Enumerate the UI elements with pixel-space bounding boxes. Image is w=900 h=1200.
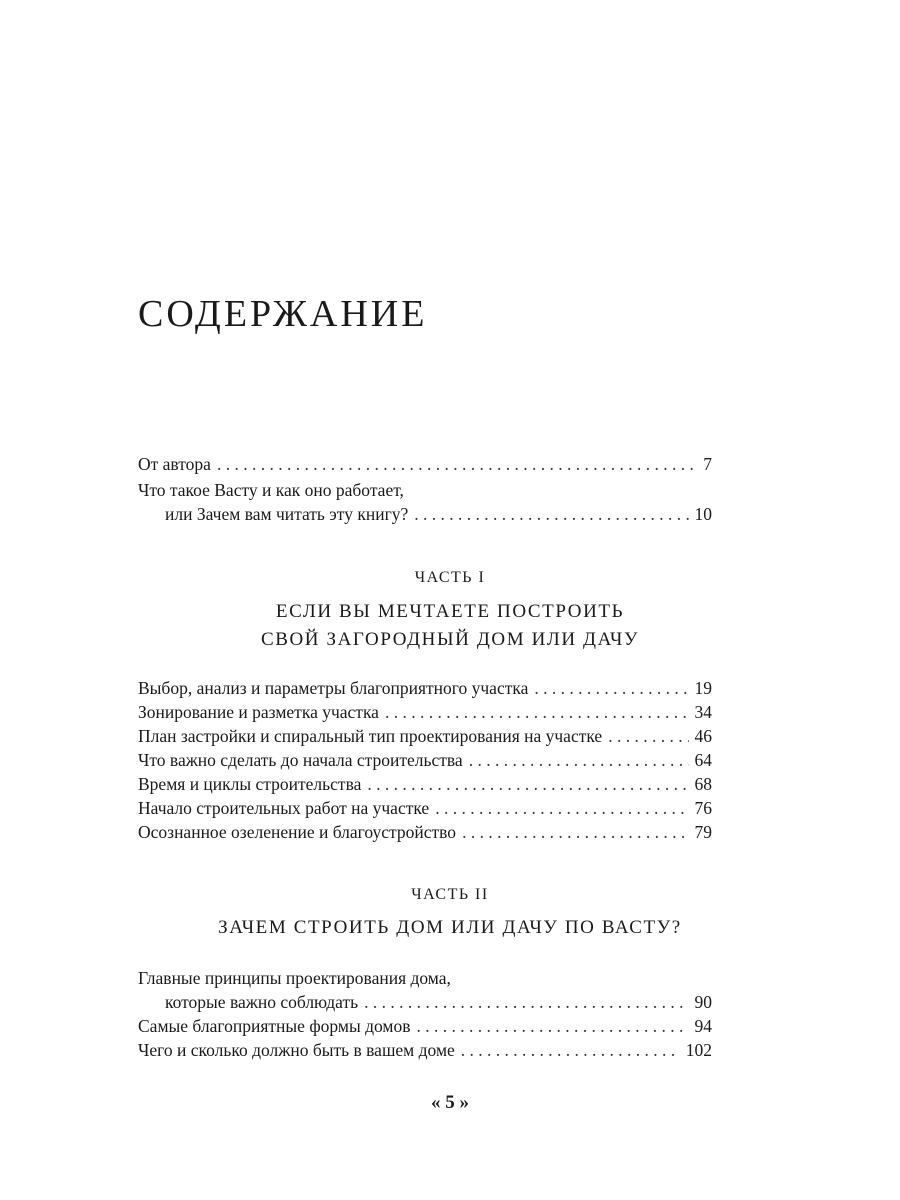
toc-entry — [138, 796, 712, 820]
dot-leader — [417, 1014, 689, 1038]
toc-entry — [138, 676, 712, 700]
toc-part2 — [138, 966, 712, 1062]
toc-entry-title: Осознанное озеленение и благоустройство — [138, 822, 457, 842]
toc-entry-page: 19 — [694, 678, 712, 698]
dot-leader — [469, 748, 689, 772]
toc-entry-title: Зонирование и разметка участка — [138, 702, 379, 722]
toc-part1 — [138, 676, 712, 844]
toc-entry-title: Самые благоприятные формы домов — [138, 1016, 411, 1036]
toc-entry-page: 79 — [694, 822, 712, 842]
part-label: ЧАСТЬ I — [414, 569, 486, 586]
toc-entry — [138, 478, 712, 526]
dot-leader — [364, 990, 688, 1014]
dot-leader — [414, 502, 688, 526]
toc-entry — [138, 966, 712, 1014]
part-title — [0, 598, 900, 654]
part-title-line: ЗАЧЕМ СТРОИТЬ ДОМ ИЛИ ДАЧУ ПО ВАСТУ? — [218, 917, 682, 938]
toc-entry-title: Что такое Васту и как оно работает, — [138, 480, 404, 500]
toc-entry-title: План застройки и спиральный тип проектирования на участке — [138, 726, 603, 746]
toc-entry — [138, 820, 712, 844]
part-title-line: ЕСЛИ ВЫ МЕЧТАЕТЕ ПОСТРОИТЬ — [275, 601, 625, 622]
toc-entry-page: 64 — [694, 750, 712, 770]
toc-entry-title-cont: которые важно соблюдать — [165, 992, 359, 1012]
dot-leader — [217, 452, 697, 476]
toc-entry-page: 46 — [694, 726, 712, 746]
toc-entry — [138, 1014, 712, 1038]
toc-entry-title: Главные принципы проектирования дома, — [138, 968, 451, 988]
toc-entry-title: Чего и сколько должно быть в вашем доме — [138, 1040, 455, 1060]
toc-entry-title: Выбор, анализ и параметры благоприятного участка — [138, 678, 529, 698]
toc-entry-title: Время и циклы строительства — [138, 774, 362, 794]
toc-entry — [138, 452, 712, 476]
toc-entry-page: 68 — [694, 774, 712, 794]
toc-entry-page: 90 — [694, 992, 712, 1012]
toc-entry — [138, 1038, 712, 1062]
part-label: ЧАСТЬ II — [411, 886, 489, 903]
toc-entry-title: Что важно сделать до начала строительства — [138, 750, 463, 770]
dot-leader — [608, 724, 688, 748]
toc-entry-title: От автора — [138, 454, 211, 474]
page-title: СОДЕРЖАНИЕ — [138, 293, 428, 335]
toc-entry-title-cont: или Зачем вам читать эту книгу? — [165, 504, 409, 524]
dot-leader — [462, 820, 688, 844]
toc-intro — [138, 452, 712, 526]
part-title — [0, 914, 900, 942]
page-number: « 5 » — [431, 1092, 469, 1113]
toc-entry — [138, 724, 712, 748]
dot-leader — [435, 796, 688, 820]
toc-entry-page: 10 — [694, 504, 712, 524]
toc-entry — [138, 772, 712, 796]
dot-leader — [367, 772, 688, 796]
toc-entry — [138, 700, 712, 724]
toc-entry-page: 94 — [694, 1016, 712, 1036]
dot-leader — [461, 1038, 680, 1062]
part-title-line: СВОЙ ЗАГОРОДНЫЙ ДОМ ИЛИ ДАЧУ — [260, 629, 640, 650]
toc-entry-page: 76 — [694, 798, 712, 818]
dot-leader — [385, 700, 689, 724]
toc-entry-page: 34 — [694, 702, 712, 722]
dot-leader — [534, 676, 688, 700]
toc-entry — [138, 748, 712, 772]
toc-entry-page: 102 — [685, 1040, 712, 1060]
toc-entry-page: 7 — [703, 454, 712, 474]
toc-entry-title: Начало строительных работ на участке — [138, 798, 430, 818]
